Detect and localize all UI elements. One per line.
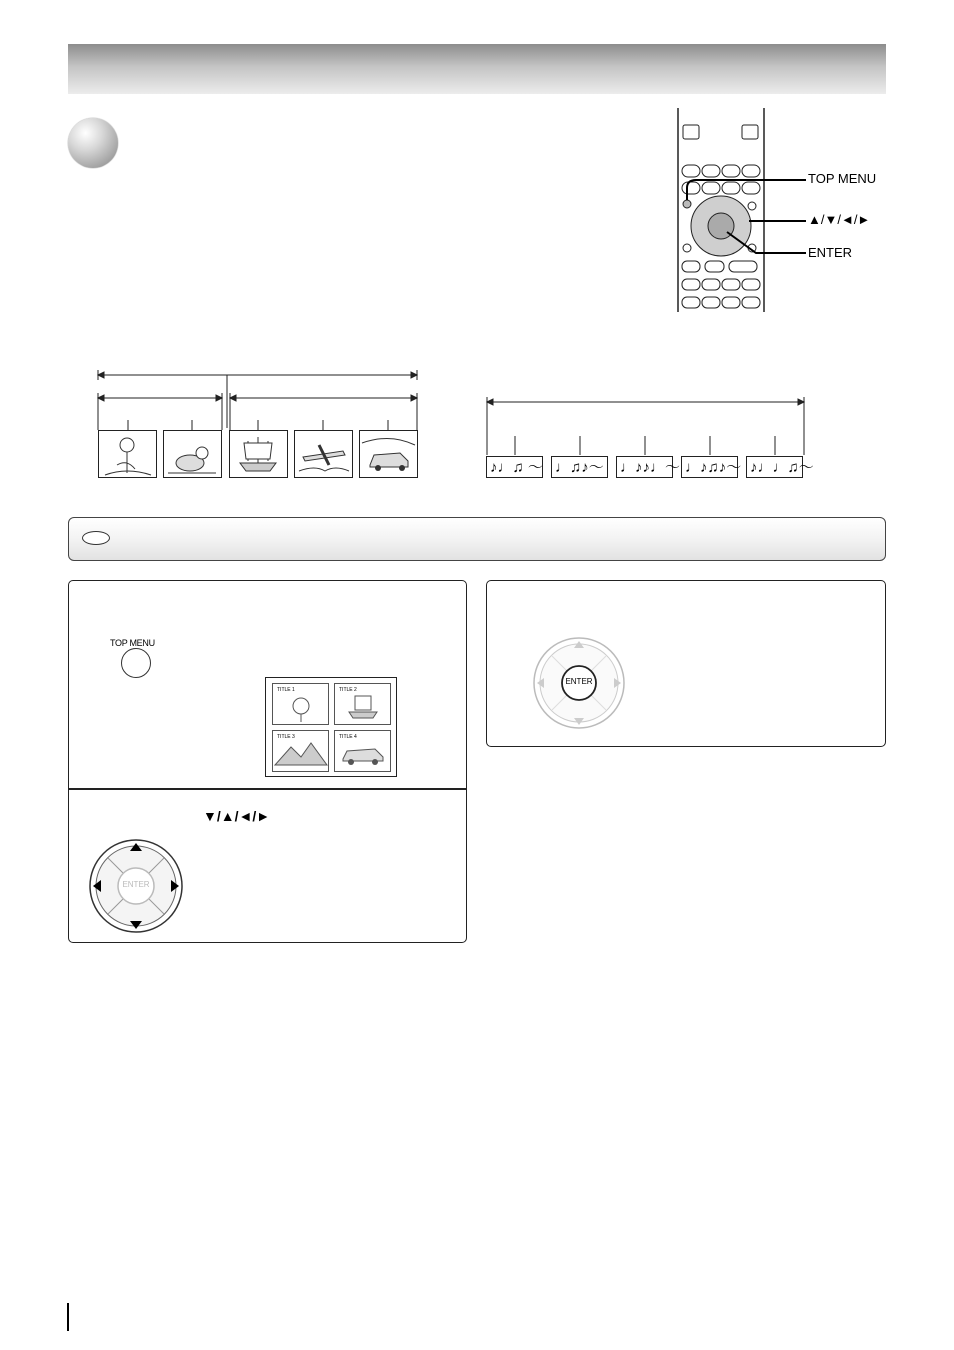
- track-frame-3: ♩♪♪♩～: [616, 456, 673, 478]
- chapter-frame-car: [359, 430, 418, 478]
- menu-thumbnail-1[interactable]: [272, 683, 329, 725]
- chapter-frame-sunflower: [98, 430, 157, 478]
- menu-thumbnail-2[interactable]: [334, 683, 391, 725]
- menu-title-4: TITLE 4: [339, 734, 357, 740]
- disc-type-icon: [82, 531, 110, 545]
- dpad-center-label-faded: ENTER: [122, 880, 150, 889]
- section-bullet-sphere: [68, 118, 118, 168]
- menu-thumbnail-3[interactable]: [272, 730, 329, 772]
- menu-title-3: TITLE 3: [277, 734, 295, 740]
- title-menu-screen: [265, 677, 397, 777]
- step2-arrows-label: ▼/▲/◄/►: [203, 808, 271, 824]
- page-margin-rule: [67, 1303, 69, 1331]
- remote-label-arrows: ▲/▼/◄/►: [808, 212, 871, 227]
- page-header-bar: [68, 44, 886, 94]
- menu-title-2: TITLE 2: [339, 687, 357, 693]
- title-chapter-brackets: [90, 368, 430, 438]
- remote-label-top-menu: TOP MENU: [808, 171, 877, 186]
- menu-title-1: TITLE 1: [277, 687, 295, 693]
- chapter-frame-airplane: [294, 430, 353, 478]
- menu-thumbnail-4[interactable]: [334, 730, 391, 772]
- remote-label-enter: ENTER: [808, 245, 853, 260]
- step1-button-label: TOP MENU: [110, 638, 155, 648]
- enter-button[interactable]: ENTER: [565, 677, 593, 686]
- track-frame-4: ♩♪♫♪～: [681, 456, 738, 478]
- track-frame-1: ♪♩♫ ～: [486, 456, 543, 478]
- track-brackets: [480, 395, 810, 457]
- track-frame-5: ♪♩♩♫～: [746, 456, 803, 478]
- panel-divider: [69, 788, 466, 790]
- chapter-frame-cat: [163, 430, 222, 478]
- track-frame-2: ♩♫♪～: [551, 456, 608, 478]
- disc-section-bar: [68, 517, 886, 561]
- remote-control-illustration: [672, 108, 886, 313]
- chapter-frame-sailing-ship: [229, 430, 288, 478]
- top-menu-button[interactable]: [121, 648, 151, 678]
